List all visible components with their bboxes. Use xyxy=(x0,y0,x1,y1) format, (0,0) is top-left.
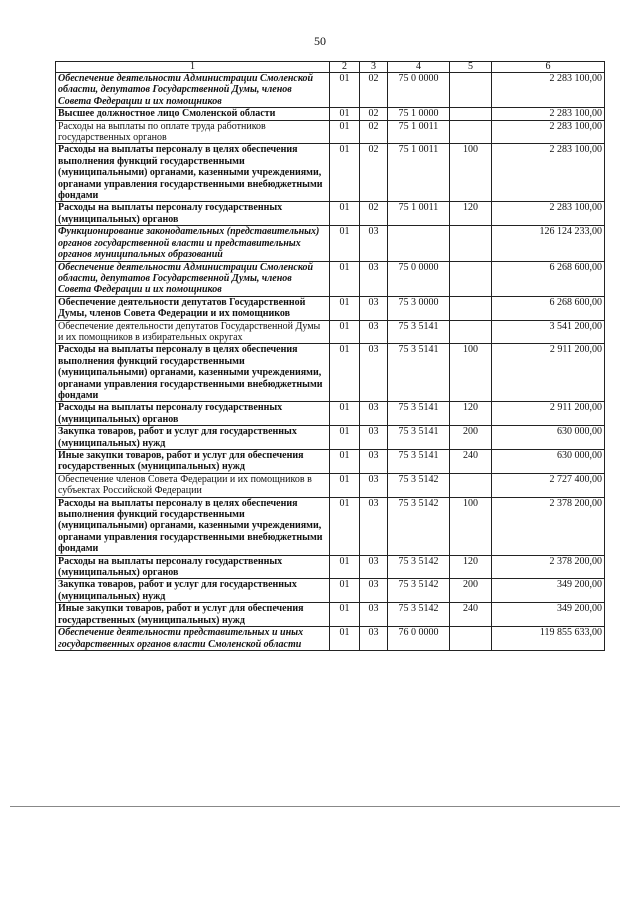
table-row xyxy=(56,108,605,120)
row-target-code: 75 3 0000 xyxy=(388,296,450,320)
row-subsection-code: 03 xyxy=(360,497,388,555)
table-row xyxy=(56,226,605,261)
row-target-code: 75 3 5141 xyxy=(388,450,450,474)
header-col-1: 1 xyxy=(56,62,330,73)
row-expense-type-code: 120 xyxy=(450,202,492,226)
row-subsection-code: 03 xyxy=(360,344,388,402)
header-col-3: 3 xyxy=(360,62,388,73)
table-row xyxy=(56,426,605,450)
row-amount: 6 268 600,00 xyxy=(492,261,605,296)
table-row xyxy=(56,603,605,627)
table-row xyxy=(56,261,605,296)
row-section-code: 01 xyxy=(330,202,360,226)
row-expense-type-code: 100 xyxy=(450,497,492,555)
row-section-code: 01 xyxy=(330,144,360,202)
row-target-code: 75 0 0000 xyxy=(388,73,450,108)
table-row xyxy=(56,402,605,426)
row-target-code: 75 3 5142 xyxy=(388,473,450,497)
row-name: Расходы на выплаты персоналу в целях обеспечения выполнения функций государственными (муниципальными) органами, казенными учреждениями, органами управления государственными внебюджетными фондами xyxy=(56,497,330,555)
row-section-code: 01 xyxy=(330,497,360,555)
table-row xyxy=(56,473,605,497)
row-expense-type-code: 120 xyxy=(450,555,492,579)
table-row xyxy=(56,320,605,344)
row-section-code: 01 xyxy=(330,320,360,344)
row-subsection-code: 02 xyxy=(360,120,388,144)
row-subsection-code: 03 xyxy=(360,226,388,261)
row-expense-type-code: 100 xyxy=(450,344,492,402)
row-subsection-code: 03 xyxy=(360,579,388,603)
row-target-code: 76 0 0000 xyxy=(388,627,450,651)
row-expense-type-code xyxy=(450,473,492,497)
row-expense-type-code xyxy=(450,120,492,144)
row-subsection-code: 02 xyxy=(360,108,388,120)
header-col-6: 6 xyxy=(492,62,605,73)
row-target-code: 75 1 0011 xyxy=(388,144,450,202)
row-expense-type-code xyxy=(450,627,492,651)
row-name: Закупка товаров, работ и услуг для государственных (муниципальных) нужд xyxy=(56,579,330,603)
row-section-code: 01 xyxy=(330,450,360,474)
table-row xyxy=(56,296,605,320)
row-amount: 2 283 100,00 xyxy=(492,73,605,108)
row-target-code: 75 0 0000 xyxy=(388,261,450,296)
row-amount: 2 911 200,00 xyxy=(492,344,605,402)
row-subsection-code: 03 xyxy=(360,555,388,579)
row-section-code: 01 xyxy=(330,120,360,144)
row-amount: 349 200,00 xyxy=(492,603,605,627)
row-expense-type-code xyxy=(450,226,492,261)
row-target-code: 75 3 5141 xyxy=(388,320,450,344)
row-target-code: 75 1 0011 xyxy=(388,120,450,144)
row-target-code: 75 3 5142 xyxy=(388,579,450,603)
row-expense-type-code: 120 xyxy=(450,402,492,426)
table-row xyxy=(56,202,605,226)
row-amount: 630 000,00 xyxy=(492,450,605,474)
row-name: Расходы на выплаты по оплате труда работников государственных органов xyxy=(56,120,330,144)
row-name: Обеспечение членов Совета Федерации и их помощников в субъектах Российской Федерации xyxy=(56,473,330,497)
row-expense-type-code xyxy=(450,261,492,296)
row-amount: 119 855 633,00 xyxy=(492,627,605,651)
row-target-code: 75 3 5141 xyxy=(388,344,450,402)
row-section-code: 01 xyxy=(330,473,360,497)
row-amount: 2 911 200,00 xyxy=(492,402,605,426)
row-name: Функционирование законодательных (представительных) органов государственной власти и представительных органов муниципальных образований xyxy=(56,226,330,261)
row-subsection-code: 03 xyxy=(360,402,388,426)
row-amount: 2 283 100,00 xyxy=(492,108,605,120)
row-name: Закупка товаров, работ и услуг для государственных (муниципальных) нужд xyxy=(56,426,330,450)
row-section-code: 01 xyxy=(330,603,360,627)
row-name: Обеспечение деятельности представительных и иных государственных органов власти Смоленской области xyxy=(56,627,330,651)
row-amount: 3 541 200,00 xyxy=(492,320,605,344)
row-target-code: 75 3 5142 xyxy=(388,497,450,555)
table-row xyxy=(56,73,605,108)
row-name: Обеспечение деятельности Администрации Смоленской области, депутатов Государственной Думы, членов Совета Федерации и их помощников xyxy=(56,73,330,108)
row-target-code: 75 1 0011 xyxy=(388,202,450,226)
table-row xyxy=(56,579,605,603)
row-target-code: 75 3 5142 xyxy=(388,603,450,627)
row-subsection-code: 03 xyxy=(360,426,388,450)
table-row xyxy=(56,120,605,144)
row-amount: 2 378 200,00 xyxy=(492,555,605,579)
row-name: Расходы на выплаты персоналу в целях обеспечения выполнения функций государственными (муниципальными) органами, казенными учреждениями, органами управления государственными внебюджетными фондами xyxy=(56,344,330,402)
row-amount: 2 283 100,00 xyxy=(492,120,605,144)
row-expense-type-code xyxy=(450,108,492,120)
row-subsection-code: 03 xyxy=(360,627,388,651)
row-section-code: 01 xyxy=(330,108,360,120)
row-subsection-code: 03 xyxy=(360,261,388,296)
row-name: Расходы на выплаты персоналу государственных (муниципальных) органов xyxy=(56,555,330,579)
row-subsection-code: 02 xyxy=(360,73,388,108)
header-col-5: 5 xyxy=(450,62,492,73)
row-target-code: 75 3 5141 xyxy=(388,402,450,426)
row-name: Иные закупки товаров, работ и услуг для обеспечения государственных (муниципальных) нужд xyxy=(56,450,330,474)
row-amount: 630 000,00 xyxy=(492,426,605,450)
table-row xyxy=(56,344,605,402)
header-col-4: 4 xyxy=(388,62,450,73)
row-amount: 2 283 100,00 xyxy=(492,144,605,202)
row-target-code: 75 3 5142 xyxy=(388,555,450,579)
header-row xyxy=(56,62,605,73)
row-name: Расходы на выплаты персоналу государственных (муниципальных) органов xyxy=(56,202,330,226)
row-amount: 126 124 233,00 xyxy=(492,226,605,261)
row-expense-type-code xyxy=(450,73,492,108)
row-amount: 349 200,00 xyxy=(492,579,605,603)
row-name: Расходы на выплаты персоналу государственных (муниципальных) органов xyxy=(56,402,330,426)
row-expense-type-code: 100 xyxy=(450,144,492,202)
row-section-code: 01 xyxy=(330,579,360,603)
row-section-code: 01 xyxy=(330,426,360,450)
row-section-code: 01 xyxy=(330,344,360,402)
table-row xyxy=(56,144,605,202)
row-subsection-code: 03 xyxy=(360,473,388,497)
row-subsection-code: 02 xyxy=(360,144,388,202)
row-section-code: 01 xyxy=(330,261,360,296)
row-amount: 2 378 200,00 xyxy=(492,497,605,555)
row-subsection-code: 03 xyxy=(360,320,388,344)
row-expense-type-code: 240 xyxy=(450,603,492,627)
row-section-code: 01 xyxy=(330,73,360,108)
row-subsection-code: 03 xyxy=(360,603,388,627)
row-subsection-code: 03 xyxy=(360,450,388,474)
row-subsection-code: 02 xyxy=(360,202,388,226)
row-section-code: 01 xyxy=(330,226,360,261)
row-subsection-code: 03 xyxy=(360,296,388,320)
row-expense-type-code xyxy=(450,320,492,344)
row-amount: 2 727 400,00 xyxy=(492,473,605,497)
row-name: Высшее должностное лицо Смоленской области xyxy=(56,108,330,120)
table-row xyxy=(56,450,605,474)
row-target-code: 75 3 5141 xyxy=(388,426,450,450)
row-name: Иные закупки товаров, работ и услуг для обеспечения государственных (муниципальных) нужд xyxy=(56,603,330,627)
bottom-divider xyxy=(10,806,620,807)
row-expense-type-code: 200 xyxy=(450,579,492,603)
row-name: Расходы на выплаты персоналу в целях обеспечения выполнения функций государственными (муниципальными) органами, казенными учреждениями, органами управления государственными внебюджетными фондами xyxy=(56,144,330,202)
row-target-code xyxy=(388,226,450,261)
row-section-code: 01 xyxy=(330,555,360,579)
budget-table xyxy=(55,61,605,651)
table-row xyxy=(56,555,605,579)
row-name: Обеспечение деятельности Администрации Смоленской области, депутатов Государственной Думы, членов Совета Федерации и их помощников xyxy=(56,261,330,296)
row-name: Обеспечение деятельности депутатов Государственной Думы и их помощников в избирательных округах xyxy=(56,320,330,344)
table-row xyxy=(56,497,605,555)
page-number: 50 xyxy=(314,34,326,48)
row-section-code: 01 xyxy=(330,627,360,651)
row-expense-type-code: 240 xyxy=(450,450,492,474)
header-col-2: 2 xyxy=(330,62,360,73)
row-amount: 6 268 600,00 xyxy=(492,296,605,320)
row-section-code: 01 xyxy=(330,402,360,426)
row-name: Обеспечение деятельности депутатов Государственной Думы, членов Совета Федерации и их помощников xyxy=(56,296,330,320)
row-expense-type-code xyxy=(450,296,492,320)
row-expense-type-code: 200 xyxy=(450,426,492,450)
table-row xyxy=(56,627,605,651)
row-amount: 2 283 100,00 xyxy=(492,202,605,226)
row-target-code: 75 1 0000 xyxy=(388,108,450,120)
row-section-code: 01 xyxy=(330,296,360,320)
